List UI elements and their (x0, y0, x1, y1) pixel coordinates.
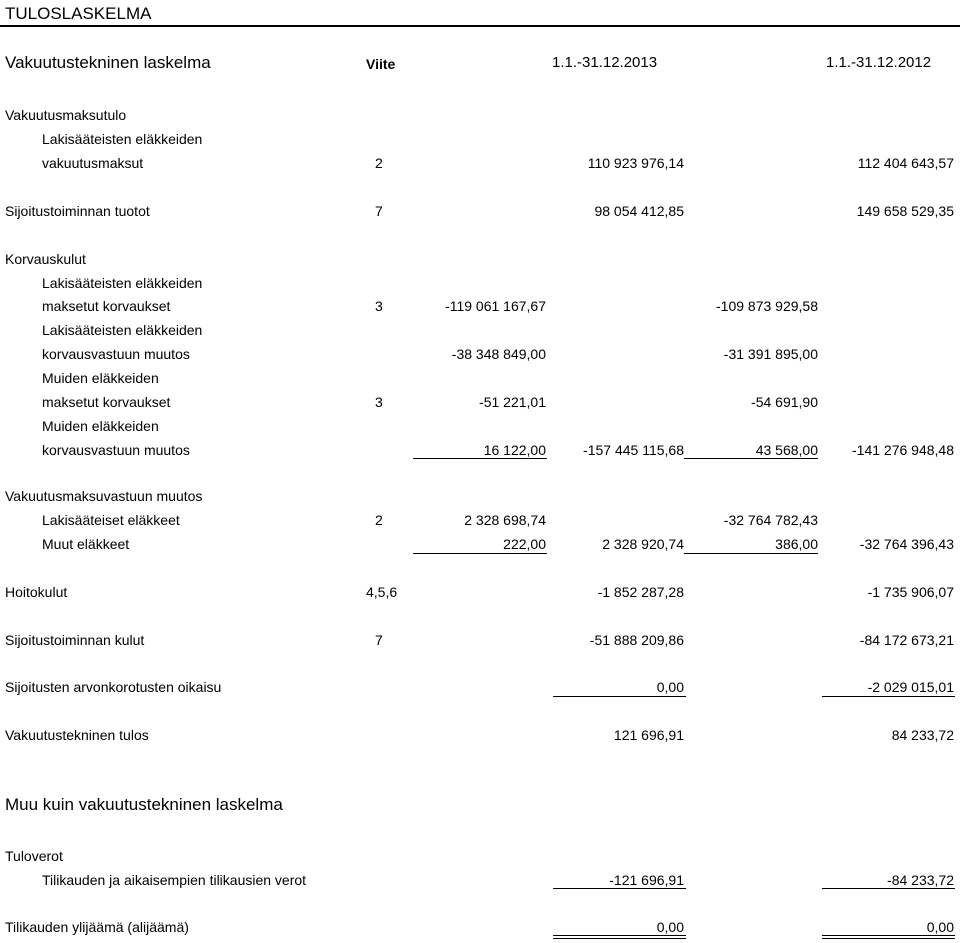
value-2013: 121 696,91 (613, 727, 684, 743)
subvalue-2012: 386,00 (775, 536, 818, 552)
subvalue-2012: -32 764 782,43 (723, 512, 818, 528)
row-ref: 3 (375, 298, 383, 314)
section-title: Vakuutustekninen laskelma (5, 53, 211, 72)
value-2013: -51 888 209,86 (589, 632, 684, 648)
value-2012: 112 404 643,57 (857, 155, 954, 171)
row-label: Muut eläkkeet (42, 536, 130, 552)
row-label: maksetut korvaukset (42, 394, 171, 410)
value-2013: 0,00 (656, 919, 684, 935)
value-2012: 84 233,72 (891, 727, 954, 743)
row-ref: 2 (375, 512, 383, 528)
row-ref: 4,5,6 (366, 584, 398, 600)
row-label: Hoitokulut (5, 584, 68, 600)
section-title: Muu kuin vakuutustekninen laskelma (5, 795, 283, 814)
subtotal-rule (684, 553, 818, 554)
subtotal-rule (413, 553, 547, 554)
value-2012: -84 233,72 (887, 872, 954, 888)
row-label: Muiden eläkkeiden (42, 370, 159, 386)
subvalue-2012: 43 568,00 (755, 442, 818, 458)
column-header-2012: 1.1.-31.12.2012 (826, 54, 932, 71)
subvalue-2013: 2 328 698,74 (464, 512, 546, 528)
row-label: korvausvastuun muutos (42, 346, 190, 362)
value-2013: 0,00 (656, 679, 684, 695)
row-label: Sijoitustoiminnan kulut (5, 632, 145, 648)
value-2013: 2 328 920,74 (602, 536, 684, 552)
subvalue-2012: -31 391 895,00 (723, 346, 818, 362)
row-label: Lakisääteisten eläkkeiden (42, 131, 203, 147)
row-ref: 2 (375, 155, 383, 171)
subtotal-rule (413, 458, 547, 459)
column-header-2013: 1.1.-31.12.2013 (552, 54, 658, 71)
value-2013: 110 923 976,14 (587, 155, 684, 171)
value-2013: -1 852 287,28 (597, 584, 684, 600)
value-2012: 0,00 (926, 919, 954, 935)
title-rule (0, 25, 960, 27)
row-label: vakuutusmaksut (42, 155, 144, 171)
row-label: Korvauskulut (5, 251, 86, 267)
subvalue-2013: 16 122,00 (483, 442, 546, 458)
value-2012: -1 735 906,07 (867, 584, 954, 600)
row-label: Tuloverot (5, 848, 63, 864)
row-label: Vakuutusmaksuvastuun muutos (5, 488, 203, 504)
total-rule (553, 696, 686, 697)
total-rule (822, 696, 955, 697)
row-label: Muiden eläkkeiden (42, 418, 159, 434)
value-2012: -84 172 673,21 (859, 632, 954, 648)
row-label: maksetut korvaukset (42, 298, 171, 314)
subvalue-2013: -119 061 167,67 (445, 298, 546, 314)
subtotal-rule (684, 458, 818, 459)
total-rule (553, 888, 686, 889)
value-2013: -157 445 115,68 (583, 442, 684, 458)
total-rule (822, 888, 955, 889)
value-2012: -141 276 948,48 (852, 442, 954, 458)
row-label: Vakuutustekninen tulos (5, 727, 149, 743)
row-ref: 3 (375, 394, 383, 410)
value-2012: 149 658 529,35 (856, 203, 954, 219)
subvalue-2013: -38 348 849,00 (451, 346, 546, 362)
row-label: Lakisääteisten eläkkeiden (42, 275, 203, 291)
subvalue-2012: -54 691,90 (751, 394, 818, 410)
subvalue-2013: -51 221,01 (479, 394, 546, 410)
row-label: Tilikauden ylijäämä (alijäämä) (5, 919, 189, 935)
value-2012: -2 029 015,01 (867, 679, 954, 695)
row-label: korvausvastuun muutos (42, 442, 190, 458)
value-2013: 98 054 412,85 (594, 203, 684, 219)
subvalue-2013: 222,00 (503, 536, 546, 552)
row-ref: 7 (375, 203, 383, 219)
row-ref: 7 (375, 632, 383, 648)
page-title: TULOSLASKELMA (5, 4, 152, 23)
row-label: Tilikauden ja aikaisempien tilikausien verot (42, 872, 307, 888)
double-underline (553, 935, 686, 939)
row-label: Vakuutusmaksutulo (5, 107, 127, 123)
ref-column-header: Viite (366, 56, 396, 72)
row-label: Sijoitustoiminnan tuotot (5, 203, 150, 219)
row-label: Sijoitusten arvonkorotusten oikaisu (5, 679, 222, 695)
row-label: Lakisääteiset eläkkeet (42, 512, 180, 528)
value-2013: -121 696,91 (609, 872, 684, 888)
double-underline (822, 935, 955, 939)
row-label: Lakisääteisten eläkkeiden (42, 322, 203, 338)
subvalue-2012: -109 873 929,58 (716, 298, 818, 314)
value-2012: -32 764 396,43 (859, 536, 954, 552)
